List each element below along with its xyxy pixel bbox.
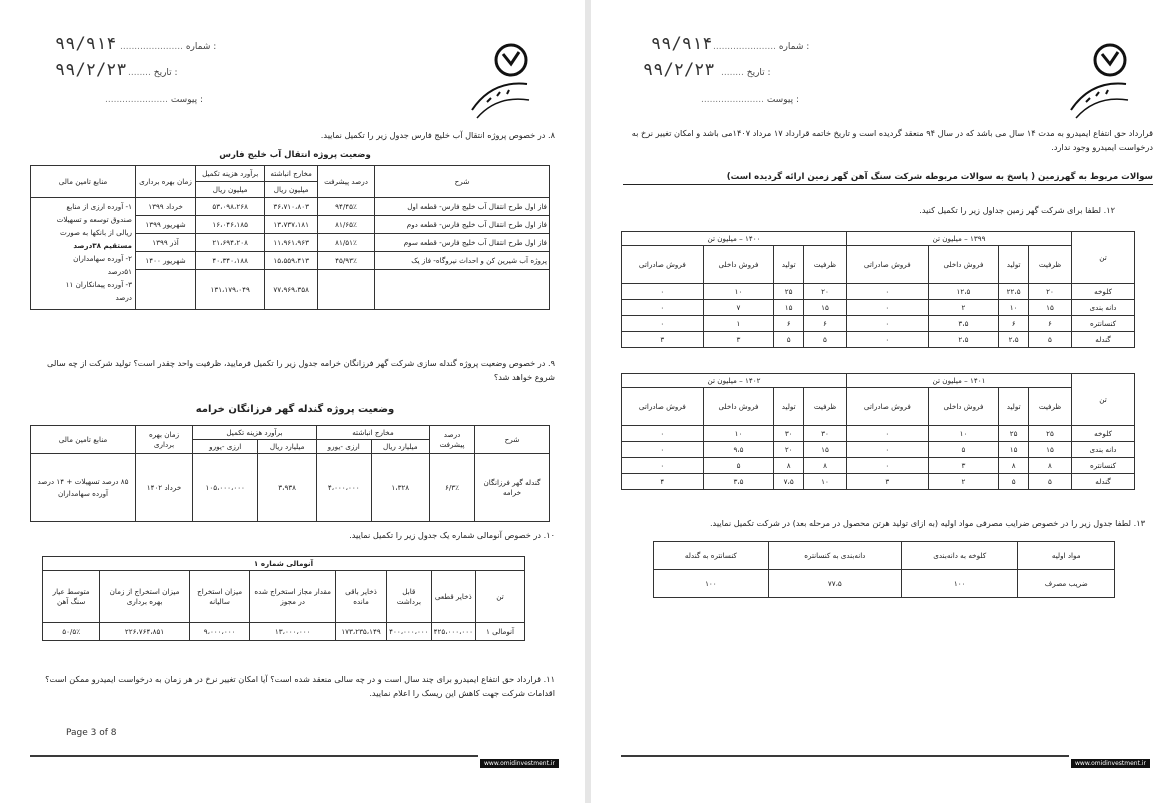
attach-label: ...................... پیوست : xyxy=(105,95,203,105)
t1-row1-desc: فاز اول طرح انتقال آب خلیج فارس- قطعه اول xyxy=(375,198,550,216)
company-logo xyxy=(467,40,537,120)
table2-title: وضعیت پروژه گندله گهر فرزانگان خرامه xyxy=(195,404,395,415)
question-11: ۱۱. قرارداد حق انتفاع ایمیدرو برای چند سال است و در چه سالی منعقد شده است؟ آیا امکان تغییر نرخ در هر زمان به درخواست ایمیدرو ممکن است؟ اقدامات شرکت جهت کاهش این ریسک را اعلام نمایید. xyxy=(45,674,555,698)
number-label: ...................... شماره : xyxy=(120,42,217,52)
pellet-project-table: شرح درصد پیشرفت مخارج انباشته برآورد هزینه تکمیل زمان بهره برداری منابع تامین مالی میلیارد ریال ارزی -یورو میلیارد ریال ارزی -یورو گندله گهر فرزانگان خرامه ۶/۳٪ ۱،۳۲۸ ۴،۰۰۰،۰۰۰ ۳،۹۳۸ ۱۰۵،۰۰۰،۰۰۰ خرداد ۱۴۰۲ ۸۵ درصد تسهیلات + ۱۴ درصد آورده سهامداران xyxy=(30,425,550,522)
number-label-r: ...................... شماره : xyxy=(713,42,810,52)
footer-rule xyxy=(30,755,478,757)
date-label-r: ........ تاریخ : xyxy=(721,68,771,78)
footer-rule-r xyxy=(621,755,1069,757)
funding-cell: ۱- آورده ارزی از منابع صندوق توسعه و تسهیلات ریالی از بانکها به صورت مستقیم ۳۸درصد ۲- آورده سهامداران ۵۱درصد ۳- آورده پیمانکاران ۱۱ درصد xyxy=(31,198,136,310)
question-9: ۹. در خصوص وضعیت پروژه گندله سازی شرکت گهر فرزانگان خرامه جدول زیر را تکمیل فرمایید، ظرفیت واحد چقدر است؟ تولید شرکت از چه سالی شروع خواهد شد؟ xyxy=(47,358,555,382)
page-number: Page 3 of 8 xyxy=(66,728,117,738)
left-page xyxy=(0,0,585,803)
question-12: ۱۲. لطفا برای شرکت گهر زمین جداول زیر را تکمیل کنید. xyxy=(919,205,1115,215)
gohar-table-1401-1402: تن ۱۴۰۱ – میلیون تن ۱۴۰۲ – میلیون تن ظرفیت تولید فروش داخلی فروش صادراتی ظرفیت تولید فروش داخلی فروش صادراتی کلوخه ۲۵ ۲۵ ۱۰ ۰ ۳۰ ۳۰ ۱۰ ۰ دانه بندی ۱۵ ۱۵ ۵ ۰ ۱۵ ۲۰ ۹،۵ ۰ کنسانتره ۸ ۸ ۳ ۰ ۸ ۸ ۵ ۰ گندله ۵ ۵ ۲ ۳ ۱۰ ۷،۵ ۳،۵ ۴ xyxy=(621,373,1135,490)
question-10: ۱۰. در خصوص آنومالی شماره یک جدول زیر را تکمیل نمایید. xyxy=(349,530,555,540)
question-13: ۱۳. لطفا جدول زیر را در خصوص ضرایب مصرفی مواد اولیه (به ازای تولید هرتن محصول در مرحله بعد) در شرکت تکمیل نمایید. xyxy=(709,518,1145,528)
t1-total-est: ۱۳۱،۱۷۹،۰۴۹ xyxy=(196,270,265,310)
section-heading: سوالات مربوط به گهرزمین ( پاسخ به سوالات مربوطه شرکت سنگ آهن گهر زمین ارائه گردیده است) xyxy=(623,170,1153,185)
letter-number-r: ۹۹/۹۱۴ xyxy=(651,34,713,54)
t1-total-spent: ۷۷،۹۶۹،۳۵۸ xyxy=(265,270,318,310)
right-page xyxy=(591,0,1175,803)
company-logo-r xyxy=(1066,40,1136,120)
letter-date-r: ۹۹/۲/۲۳ xyxy=(643,60,715,80)
footer-url-r: www.omidinvestment.ir xyxy=(1071,759,1150,768)
footer-url: www.omidinvestment.ir xyxy=(480,759,559,768)
letter-number: ۹۹/۹۱۴ xyxy=(55,34,117,54)
consumption-ratio-table: مواد اولیه کلوخه به دانه‌بندی دانه‌بندی به کنسانتره کنسانتره به گندله ضریب مصرف ۱۰۰ ۷۷،۵ ۱۰۰ xyxy=(653,541,1115,598)
table1-title: وضعیت پروژه انتقال آب خلیج فارس xyxy=(219,150,371,160)
imidro-answer: قرارداد حق انتفاع ایمیدرو به مدت ۱۴ سال می باشد که در سال ۹۴ منعقد گردیده است و تاریخ خاتمه قرارداد ۱۷ مرداد ۱۴۰۷می باشد و امکان تغییر نرخ به درخواست ایمیدرو وجود ندارد. xyxy=(631,128,1153,152)
question-8: ۸. در خصوص پروژه انتقال آب خلیج فارس جدول زیر را تکمیل نمایید. xyxy=(320,130,555,140)
attach-label-r: ...................... پیوست : xyxy=(701,95,799,105)
anomaly-table: آنومالی شماره ۱ تن ذخایر قطعی قابل برداشت ذخایر باقی مانده مقدار مجاز استخراج شده در مجوز میزان استخراج سالیانه میزان استخراج از زمان بهره برداری متوسط عیار سنگ آهن آنومالی ۱ ۴۲۵،۰۰۰،۰۰۰ ۴۰۰،۰۰۰،۰۰۰ ۱۷۳،۲۳۵،۱۴۹ ۱۳،۰۰۰،۰۰۰ ۹،۰۰۰،۰۰۰ ۲۲۶،۷۶۴،۸۵۱ ۵۰/۵٪ xyxy=(42,556,525,641)
date-label: ........ تاریخ : xyxy=(128,68,178,78)
water-transfer-table: شرح درصد پیشرفت مخارج انباشته برآورد هزینه تکمیل زمان بهره برداری منابع تامین مالی میلیون ریال میلیون ریال فاز اول طرح انتقال آب خلیج فارس- قطعه اول ۹۴/۴۵٪ ۳۶،۷۱۰،۸۰۳ ۵۳،۰۹۸،۲۶۸ خرداد ۱۳۹۹ ۱- آورده ارزی از منابع صندوق توسعه و تسهیلات ریالی از بانکها به صورت مستقیم ۳۸درصد ۲- آورده سهامداران ۵۱درصد ۳- آورده پیمانکاران ۱۱ درصد فاز اول طرح انتقال آب خلیج فارس- قطعه دوم ۸۱/۶۵٪ ۱۳،۷۳۷،۱۸۱ ۱۶،۰۴۶،۱۸۵ شهریور ۱۳۹۹ فاز اول طرح انتقال آب خلیج فارس- قطعه سوم ۸۱/۵۱٪ ۱۱،۹۶۱،۹۶۳ ۲۱،۶۹۴،۲۰۸ آذر ۱۳۹۹ پروژه آب شیرین کن و احداث نیروگاه- فاز یک ۴۵/۹۳٪ ۱۵،۵۵۹،۴۱۳ ۴۰،۳۴۰،۱۸۸ شهریور ۱۴۰۰ ۷۷،۹۶۹،۳۵۸ ۱۳۱،۱۷۹،۰۴۹ xyxy=(30,165,550,310)
letter-date: ۹۹/۲/۲۳ xyxy=(55,60,127,80)
gohar-table-1399-1400: تن ۱۳۹۹ – میلیون تن ۱۴۰۰ – میلیون تن ظرفیت تولید فروش داخلی فروش صادراتی ظرفیت تولید فروش داخلی فروش صادراتی کلوخه ۲۰ ۲۲،۵ ۱۲،۵ ۰ ۲۰ ۲۵ ۱۰ ۰ دانه بندی ۱۵ ۱۰ ۲ ۰ ۱۵ ۱۵ ۷ ۰ کنسانتره ۶ ۶ ۳،۵ ۰ ۶ ۶ ۱ ۰ گندله ۵ ۲،۵ ۲،۵ ۰ ۵ ۵ ۳ ۳ xyxy=(621,231,1135,348)
